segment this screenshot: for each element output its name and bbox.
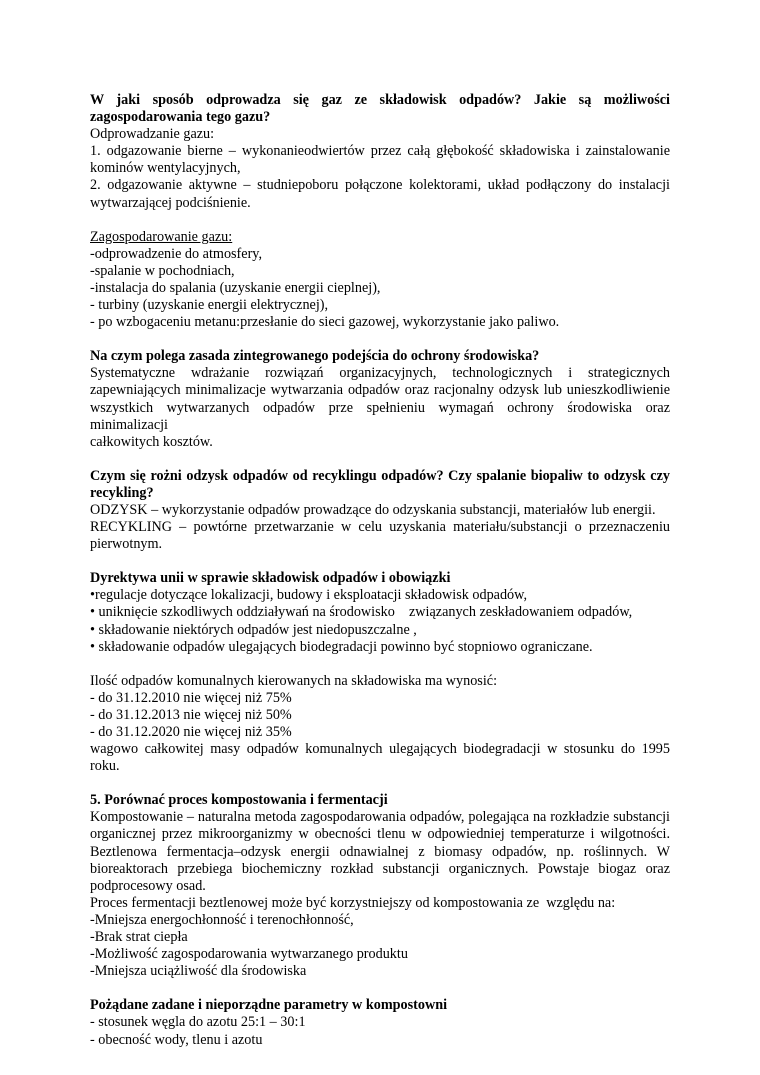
list-item: -Mniejsza energochłonność i terenochłonność, (90, 911, 354, 928)
paragraph-line: Beztlenowa fermentacja–odzysk energii odnawialnej z biomasy odpadów, np. roślinnych. W (90, 843, 670, 860)
paragraph-line: Ilość odpadów komunalnych kierowanych na składowiska ma wynosić: (90, 672, 498, 689)
list-item: - po wzbogaceniu metanu:przesłanie do sieci gazowej, wykorzystanie jako paliwo. (90, 314, 560, 331)
list-item: • składowanie odpadów ulegających biodegradacji powinno być stopniowo ograniczane. (90, 638, 593, 655)
paragraph-line: wszystkich wytwarzanych odpadów prze spełnieniu wymagań ochrony środowiska oraz minimalizacji (90, 399, 670, 433)
list-item: 2. odgazowanie aktywne – studniepoboru połączone kolektorami, układ podłączony do instalacji (90, 177, 670, 194)
paragraph-line: pierwotnym. (90, 536, 163, 553)
list-item: - do 31.12.2010 nie więcej niż 75% (90, 689, 292, 706)
list-item: - obecność wody, tlenu i azotu (90, 1031, 263, 1048)
paragraph-line: zapewniających minimalizacje wytwarzania odpadów oraz racjonalny odzysk lub unieszkodliwienie (90, 382, 670, 399)
underlined-label: Zagospodarowanie gazu: (90, 228, 233, 245)
list-item: • uniknięcie szkodliwych oddziaływań na środowisko związanych zeskładowaniem odpadów, (90, 604, 633, 621)
paragraph-line: Systematyczne wdrażanie rozwiązań organizacyjnych, technologicznych i strategicznych (90, 365, 670, 382)
list-item: -Mniejsza uciążliwość dla środowiska (90, 963, 307, 980)
list-item: •regulacje dotyczące lokalizacji, budowy i eksploatacji składowisk odpadów, (90, 587, 528, 604)
list-item: wytwarzającej podciśnienie. (90, 194, 251, 211)
section-heading: Dyrektywa unii w sprawie składowisk odpadów i obowiązki (90, 570, 451, 587)
list-item: - turbiny (uzyskanie energii elektrycznej), (90, 297, 329, 314)
section-heading: Czym się rożni odzysk odpadów od recyklingu odpadów? Czy spalanie biopaliw to odzysk czy (90, 467, 670, 484)
list-item: -Brak strat ciepła (90, 929, 188, 946)
list-item: kominów wentylacyjnych, (90, 160, 241, 177)
list-item: • składowanie niektórych odpadów jest niedopuszczalne , (90, 621, 417, 638)
section-heading: W jaki sposób odprowadza się gaz ze składowisk odpadów? Jakie są możliwości (90, 92, 670, 108)
paragraph-label: Odprowadzanie gazu: (90, 126, 215, 143)
paragraph-line: roku. (90, 758, 120, 775)
section-heading: Na czym polega zasada zintegrowanego podejścia do ochrony środowiska? (90, 348, 540, 365)
paragraph-line: RECYKLING – powtórne przetwarzanie w celu uzyskania materiału/substancji o przeznaczeniu (90, 519, 670, 536)
list-item: - do 31.12.2020 nie więcej niż 35% (90, 724, 292, 740)
paragraph-line: organicznej przez mikroorganizmy w obecności tlenu w odpowiedniej temperaturze i wilgotności. (90, 826, 670, 843)
list-item: -spalanie w pochodniach, (90, 262, 235, 279)
list-item: -Możliwość zagospodarowania wytwarzanego produktu (90, 946, 408, 963)
list-item: -instalacja do spalania (uzyskanie energii cieplnej), (90, 279, 381, 296)
paragraph-line: podprocesowy osad. (90, 877, 206, 894)
section-heading: recykling? (90, 484, 154, 501)
paragraph-line: Kompostowanie – naturalna metoda zagospodarowania odpadów, polegająca na rozkładzie substancji (90, 809, 670, 826)
list-item: - do 31.12.2013 nie więcej niż 50% (90, 706, 292, 723)
section-heading: 5. Porównać proces kompostowania i fermentacji (90, 792, 388, 809)
paragraph-line: ODZYSK – wykorzystanie odpadów prowadzące do odzyskania substancji, materiałów lub energii. (90, 501, 656, 518)
document-page (90, 92, 670, 1049)
paragraph-line: Proces fermentacji beztlenowej może być korzystniejszy od kompostowania ze względu na: (90, 894, 616, 911)
section-heading: zagospodarowania tego gazu? (90, 109, 271, 126)
paragraph-line: wagowo całkowitej masy odpadów komunalnych ulegających biodegradacji w stosunku do 1995 (90, 741, 670, 758)
list-item: 1. odgazowanie bierne – wykonanieodwiertów przez całą głębokość składowiska i zainstalowanie (90, 143, 670, 160)
paragraph-line: całkowitych kosztów. (90, 433, 213, 450)
list-item: -odprowadzenie do atmosfery, (90, 245, 263, 262)
list-item: - stosunek węgla do azotu 25:1 – 30:1 (90, 1014, 306, 1031)
section-heading: Pożądane zadane i nieporządne parametry w kompostowni (90, 997, 448, 1014)
paragraph-line: bioreaktorach przebiega biochemiczny rozkład substancji organicznych. Powstaje biogaz oraz (90, 860, 670, 877)
